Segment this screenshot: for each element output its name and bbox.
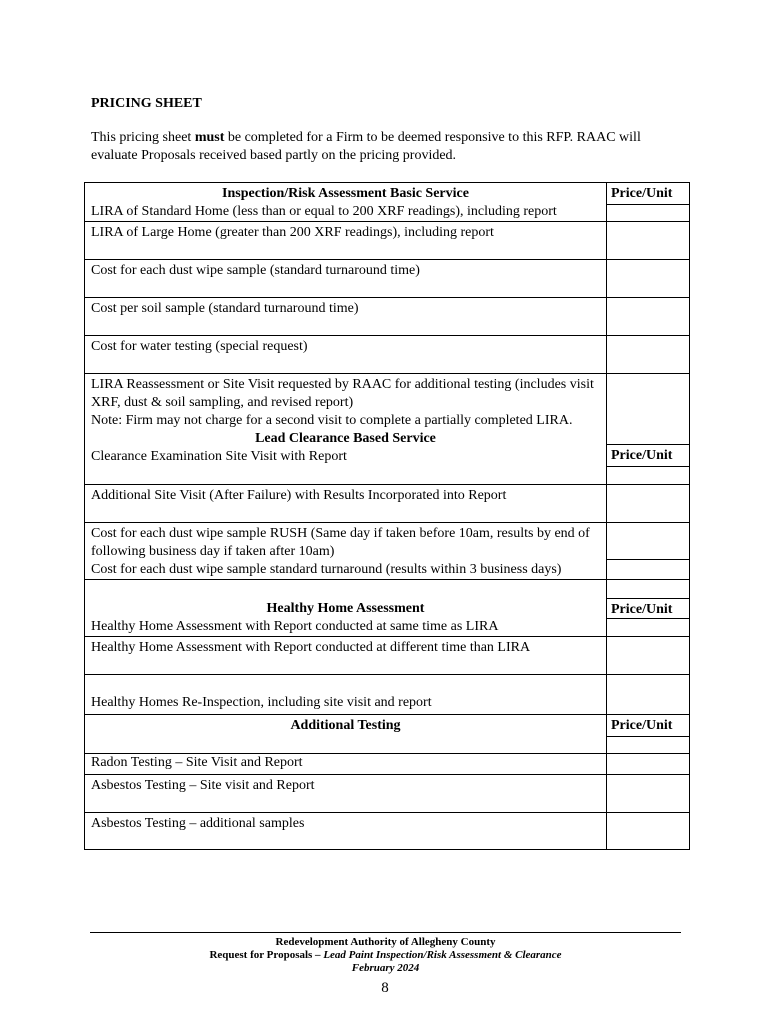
table-row: [85, 298, 690, 336]
section-heading-clearance: Lead Clearance Based Service: [255, 431, 436, 446]
item-text: LIRA of Standard Home (less than or equal to 200 XRF readings), including report: [91, 204, 557, 219]
footer-rfp-prefix: Request for Proposals –: [209, 949, 324, 961]
table-row: [85, 715, 690, 754]
footer-date: February 2024: [351, 962, 420, 974]
intro-emphasis: must: [194, 130, 225, 145]
intro-after: be completed for a Firm to be deemed responsive to this RFP. RAAC will evaluate Proposals received based partly on the pricing provided.: [91, 130, 641, 163]
intro-before: This pricing sheet: [91, 130, 195, 145]
table-row: [85, 485, 690, 523]
table-row: [85, 523, 690, 580]
price-cell[interactable]: [607, 715, 690, 754]
item-text: Cost for each dust wipe sample RUSH (Same day if taken before 10am, results by end of following business day if taken after 10am): [91, 526, 590, 559]
footer-rfp-title: Lead Paint Inspection/Risk Assessment & Clearance: [323, 949, 562, 961]
price-input-cell[interactable]: [607, 775, 690, 813]
price-header: Price/Unit: [607, 715, 689, 737]
price-input-cell[interactable]: [607, 523, 690, 580]
item-text: Healthy Homes Re-Inspection, including site visit and report: [85, 675, 607, 715]
section-cell: [85, 374, 607, 485]
section-heading-additional-testing: Additional Testing: [290, 718, 401, 733]
price-input-cell[interactable]: [607, 754, 690, 775]
price-input-cell[interactable]: [607, 298, 690, 336]
item-text: Asbestos Testing – additional samples: [85, 813, 607, 850]
item-text: Cost per soil sample (standard turnaround time): [85, 298, 607, 336]
footer-divider: [90, 932, 681, 933]
table-row: [85, 183, 690, 222]
table-row: [85, 775, 690, 813]
item-text: Healthy Home Assessment with Report conducted at same time as LIRA: [91, 619, 499, 634]
section-heading-healthy-home: Healthy Home Assessment: [266, 601, 425, 616]
price-input-cell[interactable]: [607, 813, 690, 850]
price-input-cell[interactable]: [607, 485, 690, 523]
item-note: Note: Firm may not charge for a second visit to complete a partially completed LIRA.: [91, 413, 573, 428]
price-input-cell[interactable]: [607, 374, 689, 445]
section-cell: [85, 183, 607, 222]
item-text: Additional Site Visit (After Failure) with Results Incorporated into Report: [85, 485, 607, 523]
table-row: [85, 675, 690, 715]
table-row: [85, 222, 690, 260]
section-heading-inspection: Inspection/Risk Assessment Basic Service: [222, 186, 469, 201]
table-row: [85, 637, 690, 675]
price-cell[interactable]: [607, 183, 690, 222]
table-row: [85, 336, 690, 374]
footer-org: Redevelopment Authority of Allegheny County: [275, 936, 496, 948]
price-header: Price/Unit: [607, 599, 689, 619]
price-input-cell[interactable]: [607, 637, 690, 675]
item-text: Clearance Examination Site Visit with Report: [91, 449, 347, 464]
table-row: [85, 260, 690, 298]
table-row: [85, 374, 690, 485]
item-text: Asbestos Testing – Site visit and Report: [85, 775, 607, 813]
page-number: 8: [381, 980, 389, 996]
price-input-cell[interactable]: [607, 675, 690, 715]
item-text: Cost for each dust wipe sample (standard turnaround time): [85, 260, 607, 298]
footer-rfp: [90, 949, 681, 962]
pricing-table: [84, 182, 690, 850]
price-header: Price/Unit: [607, 445, 689, 467]
price-input-cell[interactable]: [607, 222, 690, 260]
item-text: Healthy Home Assessment with Report conducted at different time than LIRA: [85, 637, 607, 675]
item-text: Radon Testing – Site Visit and Report: [85, 754, 607, 775]
price-input-cell[interactable]: [607, 336, 690, 374]
table-row: [85, 580, 690, 637]
section-cell: [85, 715, 607, 754]
price-cell[interactable]: [607, 374, 690, 485]
item-text: LIRA Reassessment or Site Visit requested by RAAC for additional testing (includes visit XRF, dust & soil sampling, and revised report): [91, 377, 594, 410]
item-text: LIRA of Large Home (greater than 200 XRF readings), including report: [85, 222, 607, 260]
table-row: [85, 813, 690, 850]
section-cell: [85, 523, 607, 580]
section-cell: [85, 580, 607, 637]
intro-paragraph: [91, 129, 686, 165]
item-text: Cost for water testing (special request): [85, 336, 607, 374]
item-text: Cost for each dust wipe sample standard turnaround (results within 3 business days): [91, 562, 562, 577]
price-input-cell[interactable]: [607, 260, 690, 298]
page-title: PRICING SHEET: [91, 96, 202, 111]
price-cell[interactable]: [607, 580, 690, 637]
page-footer: [90, 936, 681, 975]
price-header: Price/Unit: [607, 183, 689, 205]
table-row: [85, 754, 690, 775]
